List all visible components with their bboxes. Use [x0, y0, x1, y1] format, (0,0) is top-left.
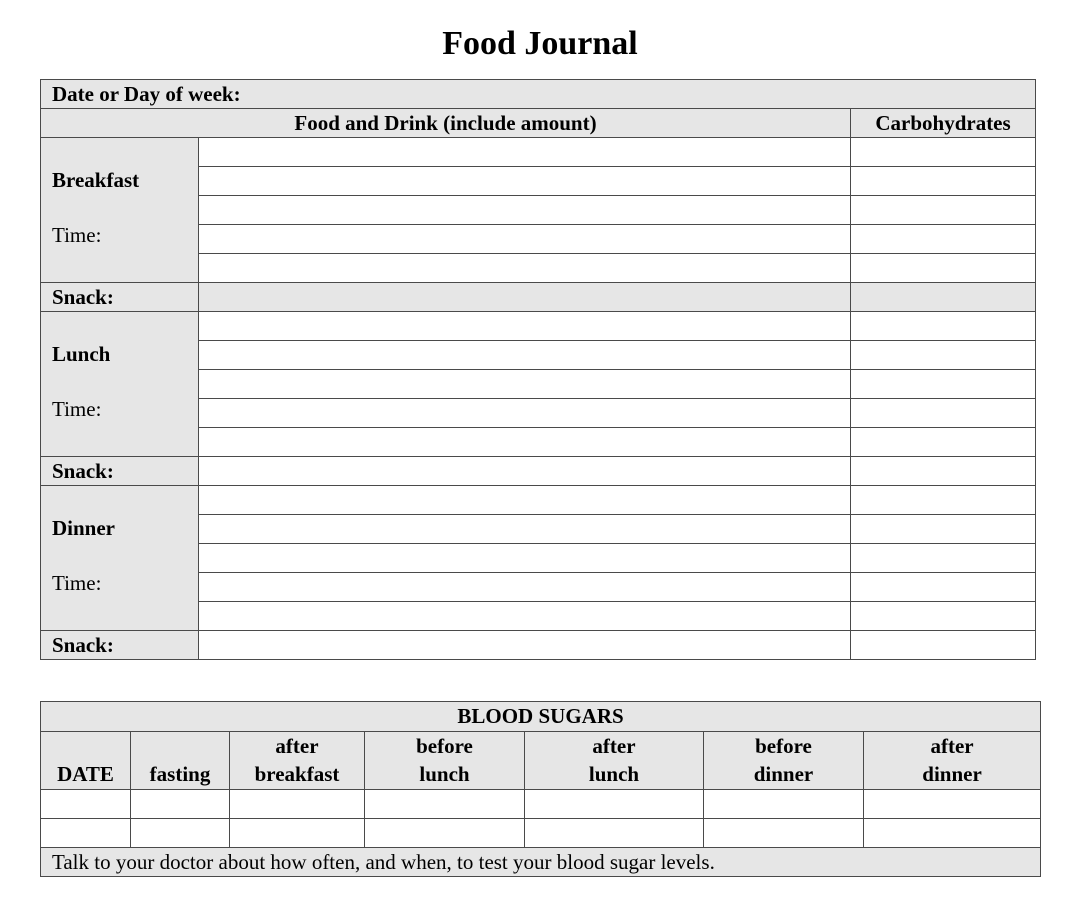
- food-entry-cell[interactable]: [199, 312, 851, 341]
- blood-sugar-entry-cell[interactable]: [230, 790, 365, 819]
- carb-entry-cell[interactable]: [851, 196, 1036, 225]
- column-header-fasting: fasting: [131, 732, 230, 790]
- carb-entry-cell[interactable]: [851, 167, 1036, 196]
- food-entry-cell[interactable]: [199, 196, 851, 225]
- food-entry-cell[interactable]: [199, 167, 851, 196]
- column-header-before-dinner: before dinner: [704, 732, 864, 790]
- food-drink-header: Food and Drink (include amount): [41, 109, 851, 138]
- meal-time-label: Time:: [52, 223, 102, 247]
- food-journal-table: [40, 79, 1036, 660]
- blood-sugar-entry-cell[interactable]: [41, 790, 131, 819]
- food-entry-cell[interactable]: [199, 602, 851, 631]
- meal-name-dinner: Dinner: [52, 516, 115, 540]
- snack-label: Snack:: [41, 631, 199, 660]
- carb-entry-cell[interactable]: [851, 138, 1036, 167]
- food-entry-cell[interactable]: [199, 457, 851, 486]
- column-header-after-lunch: after lunch: [525, 732, 704, 790]
- blood-sugar-entry-cell[interactable]: [41, 819, 131, 848]
- carb-entry-cell[interactable]: [851, 573, 1036, 602]
- food-entry-cell[interactable]: [199, 370, 851, 399]
- food-entry-cell[interactable]: [199, 225, 851, 254]
- meal-time-label: Time:: [52, 571, 102, 595]
- page-title: Food Journal: [442, 25, 638, 62]
- snack-label: Snack:: [41, 457, 199, 486]
- column-header-before-lunch: before lunch: [365, 732, 525, 790]
- carb-entry-cell[interactable]: [851, 544, 1036, 573]
- carb-entry-cell[interactable]: [851, 341, 1036, 370]
- column-header-date: DATE: [41, 732, 131, 790]
- blood-sugar-entry-cell[interactable]: [525, 819, 704, 848]
- blood-sugars-title: BLOOD SUGARS: [41, 702, 1041, 732]
- carb-entry-cell[interactable]: [851, 486, 1036, 515]
- carb-entry-cell[interactable]: [851, 631, 1036, 660]
- food-entry-cell[interactable]: [199, 428, 851, 457]
- food-entry-cell[interactable]: [199, 254, 851, 283]
- snack-label: Snack:: [41, 283, 199, 312]
- blood-sugar-entry-cell[interactable]: [864, 790, 1041, 819]
- blood-sugars-table: [40, 701, 1041, 877]
- carb-entry-cell[interactable]: [851, 515, 1036, 544]
- meal-name-breakfast: Breakfast: [52, 168, 140, 192]
- doctor-note: Talk to your doctor about how often, and when, to test your blood sugar levels.: [41, 848, 1041, 877]
- food-entry-cell[interactable]: [199, 486, 851, 515]
- blood-sugar-entry-cell[interactable]: [864, 819, 1041, 848]
- breakfast-label-cell: [41, 138, 199, 283]
- carb-entry-cell[interactable]: [851, 312, 1036, 341]
- carb-entry-cell[interactable]: [851, 283, 1036, 312]
- blood-sugar-entry-cell[interactable]: [704, 790, 864, 819]
- blood-sugar-entry-cell[interactable]: [704, 819, 864, 848]
- carb-entry-cell[interactable]: [851, 254, 1036, 283]
- column-header-after-dinner: after dinner: [864, 732, 1041, 790]
- lunch-label-cell: [41, 312, 199, 457]
- carb-entry-cell[interactable]: [851, 370, 1036, 399]
- blood-sugar-entry-cell[interactable]: [131, 819, 230, 848]
- date-field-label: Date or Day of week:: [41, 80, 1036, 109]
- food-entry-cell[interactable]: [199, 515, 851, 544]
- food-entry-cell[interactable]: [199, 341, 851, 370]
- food-entry-cell[interactable]: [199, 544, 851, 573]
- meal-time-label: Time:: [52, 397, 102, 421]
- food-entry-cell[interactable]: [199, 138, 851, 167]
- food-entry-cell[interactable]: [199, 283, 851, 312]
- blood-sugar-entry-cell[interactable]: [230, 819, 365, 848]
- dinner-label-cell: [41, 486, 199, 631]
- carb-entry-cell[interactable]: [851, 225, 1036, 254]
- carb-entry-cell[interactable]: [851, 602, 1036, 631]
- carbohydrates-header: Carbohydrates: [851, 109, 1036, 138]
- blood-sugar-entry-cell[interactable]: [131, 790, 230, 819]
- food-entry-cell[interactable]: [199, 399, 851, 428]
- blood-sugar-entry-cell[interactable]: [525, 790, 704, 819]
- carb-entry-cell[interactable]: [851, 457, 1036, 486]
- column-header-after-breakfast: after breakfast: [230, 732, 365, 790]
- carb-entry-cell[interactable]: [851, 399, 1036, 428]
- meal-name-lunch: Lunch: [52, 342, 111, 366]
- food-entry-cell[interactable]: [199, 573, 851, 602]
- blood-sugar-entry-cell[interactable]: [365, 790, 525, 819]
- blood-sugar-entry-cell[interactable]: [365, 819, 525, 848]
- carb-entry-cell[interactable]: [851, 428, 1036, 457]
- food-entry-cell[interactable]: [199, 631, 851, 660]
